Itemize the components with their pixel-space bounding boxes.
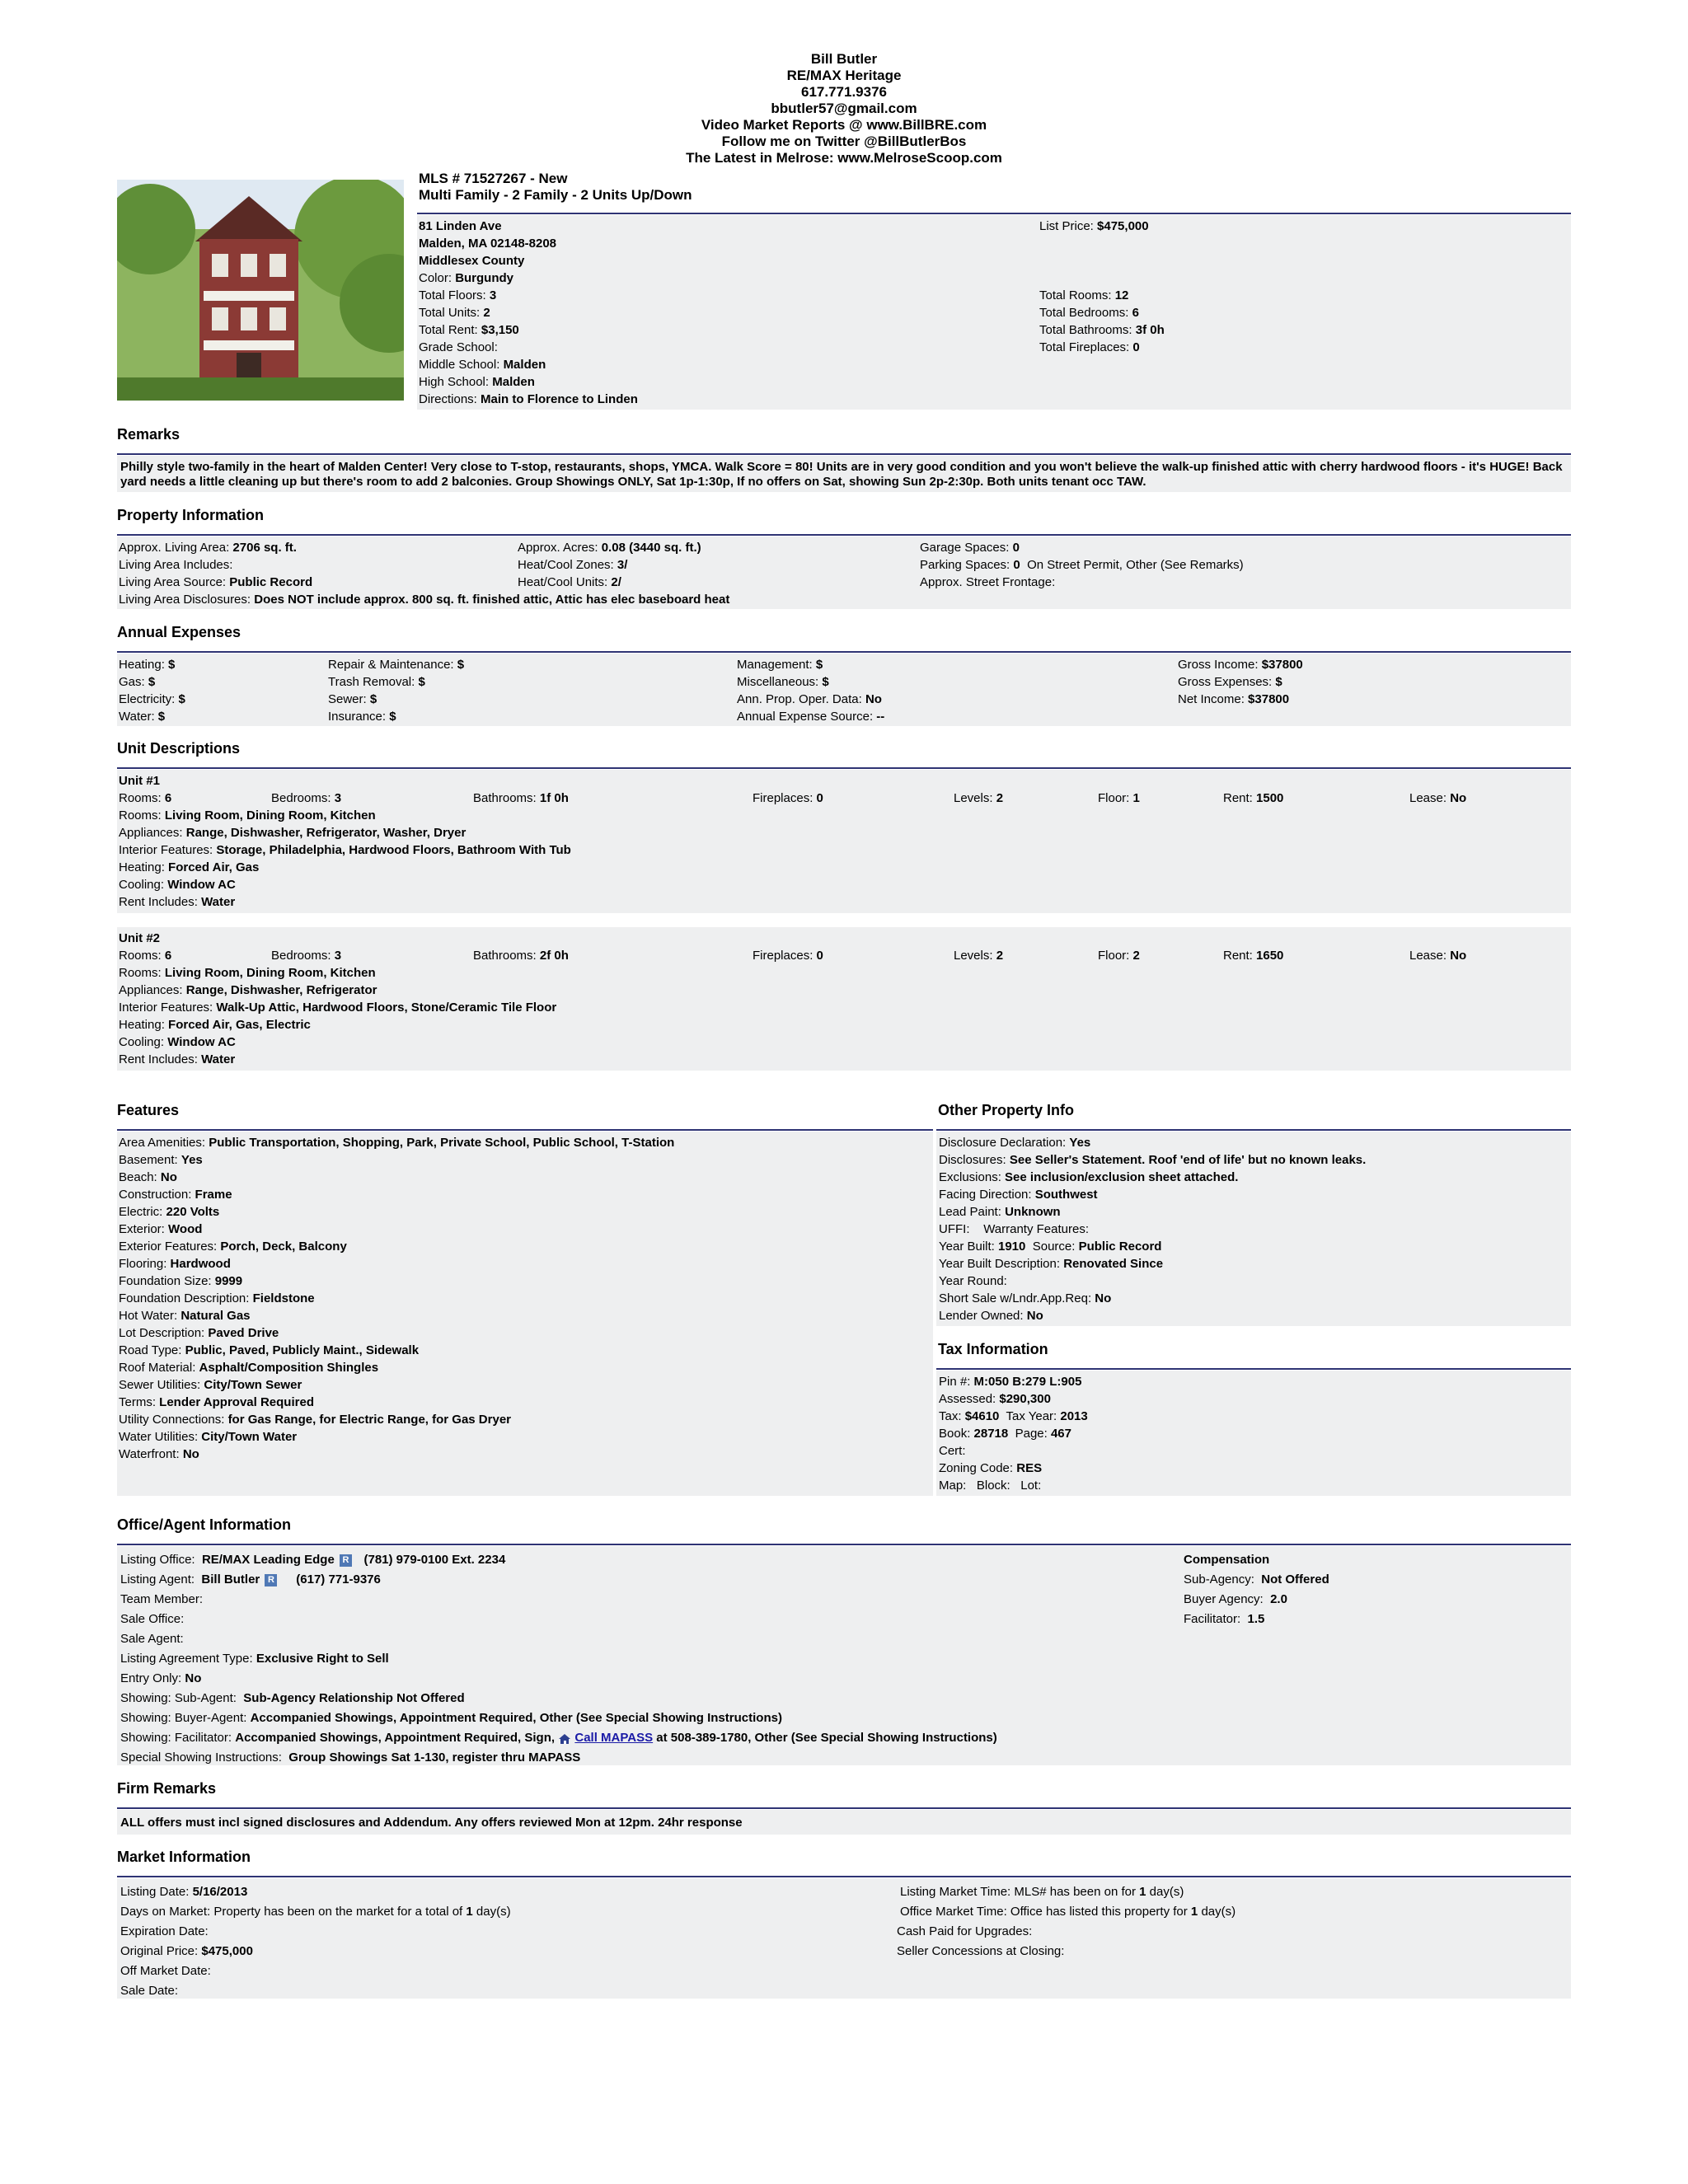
mls-heading (419, 171, 692, 204)
divider (117, 1807, 1571, 1809)
disclosure-declaration: Disclosure Declaration: Yes (939, 1136, 1091, 1150)
units-title: Unit Descriptions (117, 740, 241, 757)
sub-agency: Sub-Agency: Not Offered (1184, 1572, 1329, 1586)
listing-agent: Listing Agent: Bill Butler R (617) 771-9376 (120, 1572, 381, 1586)
expiration-date: Expiration Date: (120, 1924, 209, 1938)
property-type: Multi Family - 2 Family - 2 Units Up/Down (419, 187, 692, 203)
gas-exp: Gas: $ (119, 675, 156, 689)
unit-2-bathrooms: Bathrooms: 2f 0h (473, 949, 569, 963)
heat-units-row: Heat/Cool Units: 2/ (518, 575, 621, 589)
special-instructions: Special Showing Instructions: Group Showings Sat 1-130, register thru MAPASS (120, 1750, 581, 1765)
unit-2-levels: Levels: 2 (954, 949, 1004, 963)
off-market-date: Off Market Date: (120, 1964, 211, 1978)
listing-summary (417, 215, 1571, 410)
market-info-box (117, 1878, 1571, 1999)
seller-concessions: Seller Concessions at Closing: (897, 1944, 1065, 1958)
features-title: Features (117, 1102, 180, 1118)
firm-remarks-title: Firm Remarks (117, 1780, 217, 1797)
gross-income: Gross Income: $37800 (1178, 658, 1303, 672)
unit-1-interior: Interior Features: Storage, Philadelphia, Hardwood Floors, Bathroom With Tub (119, 843, 571, 857)
divider (936, 1368, 1571, 1370)
property-photo (117, 180, 404, 401)
feature-row: Utility Connections: for Gas Range, for Electric Range, for Gas Dryer (119, 1413, 512, 1427)
unit-1-bedrooms: Bedrooms: 3 (271, 791, 342, 805)
realtor-icon: R (265, 1574, 277, 1586)
heat-zones-row: Heat/Cool Zones: 3/ (518, 558, 628, 572)
county: Middlesex County (419, 254, 525, 268)
sewer-exp: Sewer: $ (328, 692, 377, 706)
facing-direction: Facing Direction: Southwest (939, 1188, 1098, 1202)
buyer-agency: Buyer Agency: 2.0 (1184, 1592, 1287, 1606)
exclusions: Exclusions: See inclusion/exclusion sheet attached. (939, 1170, 1239, 1184)
divider (117, 1544, 1571, 1545)
uffi: UFFI: Warranty Features: (939, 1222, 1090, 1236)
remarks-title: Remarks (117, 426, 181, 443)
book-page: Book: 28718 Page: 467 (939, 1427, 1071, 1441)
mls-number: MLS # 71527267 - New (419, 171, 568, 186)
disclosures: Disclosures: See Seller's Statement. Roof 'end of life' but no known leaks. (939, 1153, 1367, 1167)
unit-1-rooms-list: Rooms: Living Room, Dining Room, Kitchen (119, 808, 376, 823)
features-list (119, 1134, 674, 1463)
garage-row: Garage Spaces: 0 (920, 541, 1020, 555)
agreement-type: Listing Agreement Type: Exclusive Right to Sell (120, 1652, 389, 1666)
realtor-icon: R (340, 1554, 352, 1567)
address-line-1: 81 Linden Ave (419, 219, 502, 233)
divider (936, 1129, 1571, 1131)
agent-header (0, 51, 1688, 166)
management-exp: Management: $ (737, 658, 823, 672)
map-block-lot: Map: Block: Lot: (939, 1479, 1042, 1493)
feature-row: Sewer Utilities: City/Town Sewer (119, 1378, 302, 1392)
days-on-market: Days on Market: Property has been on the market for a total of 1 day(s) (120, 1905, 511, 1919)
feature-row: Water Utilities: City/Town Water (119, 1430, 298, 1444)
agent-company: RE/MAX Heritage (786, 68, 902, 83)
agent-blog: The Latest in Melrose: www.MelroseScoop.com (686, 150, 1002, 166)
entry-only: Entry Only: No (120, 1671, 202, 1685)
unit-1-rent-includes: Rent Includes: Water (119, 895, 236, 909)
expenses-title: Annual Expenses (117, 624, 241, 640)
feature-row: Waterfront: No (119, 1447, 199, 1461)
feature-row: Area Amenities: Public Transportation, Shopping, Park, Private School, Public School, T-Station (119, 1136, 675, 1150)
showing-facilitator: Showing: Facilitator: Accompanied Showings, Appointment Required, Sign, Call MAPASS at 508-389-1780, Other (See Special Showing Instructions) (120, 1731, 997, 1745)
directions-row: Directions: Main to Florence to Linden (419, 392, 638, 406)
living-area-row: Approx. Living Area: 2706 sq. ft. (119, 541, 297, 555)
lender-owned: Lender Owned: No (939, 1309, 1043, 1323)
divider (117, 534, 1571, 536)
other-info-title: Other Property Info (938, 1102, 1075, 1118)
sale-agent: Sale Agent: (120, 1632, 184, 1646)
unit-2-bedrooms: Bedrooms: 3 (271, 949, 342, 963)
listing-date: Listing Date: 5/16/2013 (120, 1885, 248, 1899)
divider (117, 453, 1571, 455)
unit-1-heating: Heating: Forced Air, Gas (119, 860, 260, 874)
agent-twitter: Follow me on Twitter @BillButlerBos (721, 134, 967, 149)
unit-1-cooling: Cooling: Window AC (119, 878, 236, 892)
electricity-exp: Electricity: $ (119, 692, 185, 706)
tax-amount: Tax: $4610 Tax Year: 2013 (939, 1409, 1088, 1423)
total-bedrooms-row: Total Bedrooms: 6 (1039, 306, 1139, 320)
trash-exp: Trash Removal: $ (328, 675, 425, 689)
unit-2-rooms: Rooms: 6 (119, 949, 172, 963)
feature-row: Flooring: Hardwood (119, 1257, 231, 1271)
living-area-includes-row: Living Area Includes: (119, 558, 233, 572)
total-rooms-row: Total Rooms: 12 (1039, 288, 1129, 302)
middle-school-row: Middle School: Malden (419, 358, 546, 372)
unit-2-rent-includes: Rent Includes: Water (119, 1052, 236, 1066)
cert: Cert: (939, 1444, 966, 1458)
unit-1-lease: Lease: No (1409, 791, 1467, 805)
gross-expenses: Gross Expenses: $ (1178, 675, 1282, 689)
list-price-row: List Price: $475,000 (1039, 219, 1149, 233)
year-built: Year Built: 1910 Source: Public Record (939, 1240, 1162, 1254)
feature-row: Beach: No (119, 1170, 177, 1184)
feature-row: Road Type: Public, Paved, Publicly Maint., Sidewalk (119, 1343, 420, 1357)
unit-2-interior: Interior Features: Walk-Up Attic, Hardwood Floors, Stone/Ceramic Tile Floor (119, 1001, 557, 1015)
unit-2-cooling: Cooling: Window AC (119, 1035, 236, 1049)
unit-1-rooms: Rooms: 6 (119, 791, 172, 805)
repair-exp: Repair & Maintenance: $ (328, 658, 465, 672)
grade-school-row: Grade School: (419, 340, 498, 354)
oper-data: Ann. Prop. Oper. Data: No (737, 692, 882, 706)
house-icon (558, 1733, 571, 1744)
unit-1-floor: Floor: 1 (1098, 791, 1140, 805)
parking-row: Parking Spaces: 0 On Street Permit, Other (See Remarks) (920, 558, 1244, 572)
units-row: Total Units: 2 (419, 306, 490, 320)
unit-2-name: Unit #2 (119, 931, 161, 945)
office-market-time: Office Market Time: Office has listed this property for 1 day(s) (900, 1905, 1236, 1919)
rent-row: Total Rent: $3,150 (419, 323, 519, 337)
unit-2-floor: Floor: 2 (1098, 949, 1140, 963)
zoning: Zoning Code: RES (939, 1461, 1043, 1475)
divider (117, 1876, 1571, 1877)
color-row: Color: Burgundy (419, 271, 514, 285)
team-member: Team Member: (120, 1592, 204, 1606)
compensation-title: Compensation (1184, 1553, 1270, 1567)
misc-exp: Miscellaneous: $ (737, 675, 829, 689)
feature-row: Roof Material: Asphalt/Composition Shingles (119, 1361, 379, 1375)
pin: Pin #: M:050 B:279 L:905 (939, 1375, 1082, 1389)
assessed: Assessed: $290,300 (939, 1392, 1051, 1406)
feature-row: Electric: 220 Volts (119, 1205, 220, 1219)
remarks-text: Philly style two-family in the heart of Malden Center! Very close to T-stop, restaurants, shops, YMCA. Walk Score = 80! Units are in very good condition and you won't believe the walk-up finished attic with cherry hardwood floors - it's HUGE! Back yard needs a little cleaning up but there's room to add 2 balconies. Group Showings ONLY, Sat 1p-1:30p, If no offers on Sat, showing Sun 2p-2:30p. Both units tenant occ TAW. (120, 460, 1563, 489)
short-sale: Short Sale w/Lndr.App.Req: No (939, 1291, 1112, 1305)
feature-row: Foundation Size: 9999 (119, 1274, 243, 1288)
listing-office: Listing Office: RE/MAX Leading Edge R (781) 979-0100 Ext. 2234 (120, 1553, 506, 1567)
feature-row: Exterior: Wood (119, 1222, 203, 1236)
showing-sub-agent: Showing: Sub-Agent: Sub-Agency Relationship Not Offered (120, 1691, 465, 1705)
unit-1-levels: Levels: 2 (954, 791, 1004, 805)
divider (117, 651, 1571, 653)
living-area-disclosures-row: Living Area Disclosures: Does NOT include approx. 800 sq. ft. finished attic, Attic has elec baseboard heat (119, 593, 730, 607)
unit-2-rooms-list: Rooms: Living Room, Dining Room, Kitchen (119, 966, 376, 980)
feature-row: Exterior Features: Porch, Deck, Balcony (119, 1240, 347, 1254)
listing-market-time: Listing Market Time: MLS# has been on for 1 day(s) (900, 1885, 1184, 1899)
total-fireplaces-row: Total Fireplaces: 0 (1039, 340, 1140, 354)
total-baths-row: Total Bathrooms: 3f 0h (1039, 323, 1165, 337)
market-info-title: Market Information (117, 1849, 251, 1865)
cash-paid-upgrades: Cash Paid for Upgrades: (897, 1924, 1033, 1938)
agent-phone: 617.771.9376 (801, 84, 887, 100)
agent-video: Video Market Reports @ www.BillBRE.com (701, 117, 987, 133)
lead-paint: Lead Paint: Unknown (939, 1205, 1061, 1219)
floors-row: Total Floors: 3 (419, 288, 497, 302)
heating-exp: Heating: $ (119, 658, 176, 672)
feature-row: Hot Water: Natural Gas (119, 1309, 251, 1323)
water-exp: Water: $ (119, 710, 166, 724)
divider (417, 213, 1571, 214)
facilitator-comp: Facilitator: 1.5 (1184, 1612, 1265, 1626)
sale-office: Sale Office: (120, 1612, 185, 1626)
sale-date: Sale Date: (120, 1984, 179, 1998)
year-built-description: Year Built Description: Renovated Since (939, 1257, 1164, 1271)
feature-row: Terms: Lender Approval Required (119, 1395, 314, 1409)
feature-row: Lot Description: Paved Drive (119, 1326, 279, 1340)
property-info-title: Property Information (117, 507, 265, 523)
unit-1-bathrooms: Bathrooms: 1f 0h (473, 791, 569, 805)
firm-remarks-text: ALL offers must incl signed disclosures and Addendum. Any offers reviewed Mon at 12pm. 24hr response (120, 1816, 743, 1830)
feature-row: Construction: Frame (119, 1188, 232, 1202)
feature-row: Basement: Yes (119, 1153, 203, 1167)
living-area-source-row: Living Area Source: Public Record (119, 575, 313, 589)
unit-2-appliances: Appliances: Range, Dishwasher, Refrigerator (119, 983, 377, 997)
unit-1-name: Unit #1 (119, 774, 161, 788)
frontage-row: Approx. Street Frontage: (920, 575, 1056, 589)
net-income: Net Income: $37800 (1178, 692, 1290, 706)
feature-row: Foundation Description: Fieldstone (119, 1291, 315, 1305)
year-round: Year Round: (939, 1274, 1007, 1288)
unit-2-heating: Heating: Forced Air, Gas, Electric (119, 1018, 311, 1032)
call-mapass-link[interactable]: Call MAPASS (574, 1731, 654, 1745)
acres-row: Approx. Acres: 0.08 (3440 sq. ft.) (518, 541, 701, 555)
agent-email: bbutler57@gmail.com (771, 101, 917, 116)
address-line-2: Malden, MA 02148-8208 (419, 237, 557, 251)
unit-1-appliances: Appliances: Range, Dishwasher, Refrigerator, Washer, Dryer (119, 826, 467, 840)
unit-2-lease: Lease: No (1409, 949, 1467, 963)
expense-source: Annual Expense Source: -- (737, 710, 885, 724)
divider (117, 767, 1571, 769)
divider (117, 1129, 933, 1131)
unit-1-fireplaces: Fireplaces: 0 (753, 791, 823, 805)
office-title: Office/Agent Information (117, 1516, 291, 1533)
showing-buyer-agent: Showing: Buyer-Agent: Accompanied Showings, Appointment Required, Other (See Special Showing Instructions) (120, 1711, 782, 1725)
tax-info-title: Tax Information (938, 1341, 1048, 1357)
unit-2-fireplaces: Fireplaces: 0 (753, 949, 823, 963)
unit-2-rent: Rent: 1650 (1223, 949, 1284, 963)
unit-1-rent: Rent: 1500 (1223, 791, 1284, 805)
agent-name: Bill Butler (810, 51, 878, 67)
insurance-exp: Insurance: $ (328, 710, 396, 724)
high-school-row: High School: Malden (419, 375, 535, 389)
original-price: Original Price: $475,000 (120, 1944, 253, 1958)
